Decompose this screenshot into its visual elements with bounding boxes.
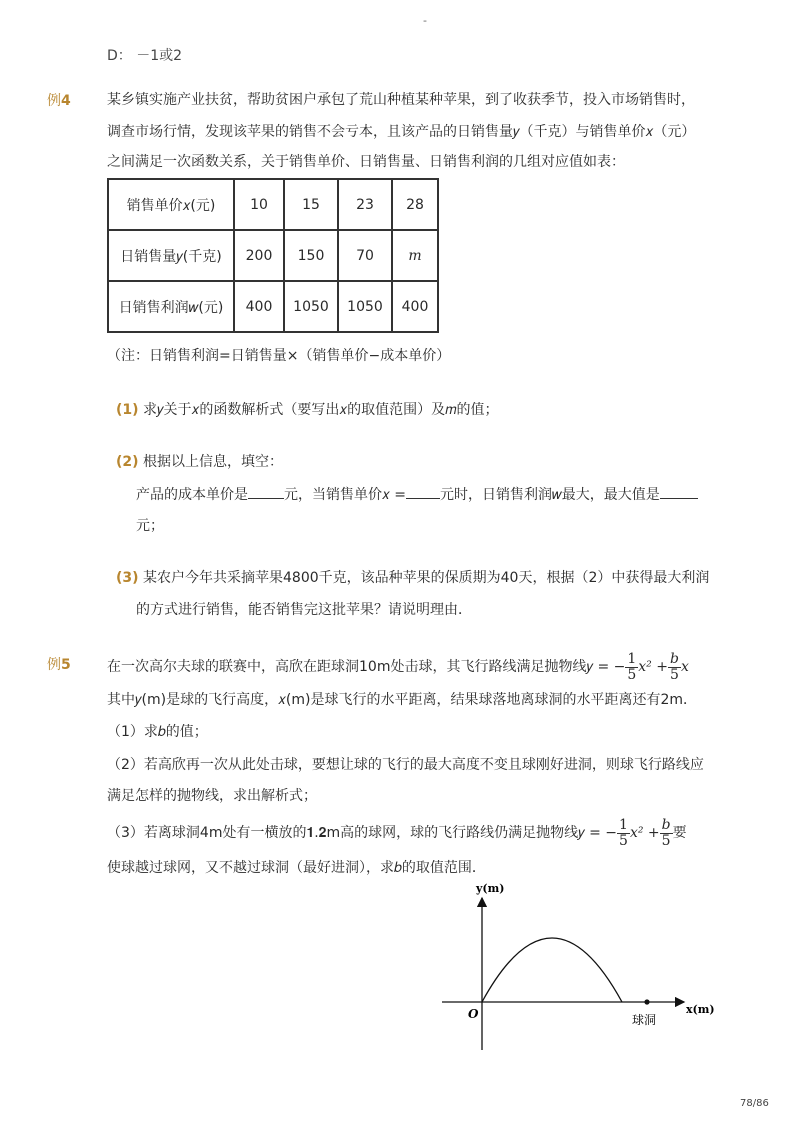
- table-cell: 400: [234, 281, 284, 332]
- hole-point: [644, 999, 649, 1004]
- table-cell: 70: [338, 230, 392, 281]
- question-number: (2): [116, 454, 139, 470]
- table-cell: 150: [284, 230, 338, 281]
- parabola-figure: [430, 878, 730, 1053]
- fraction-one-fifth: [625, 652, 638, 683]
- example-5-tag-prefix: 例: [47, 657, 61, 673]
- question-text: 求𝑦关于𝑥的函数解析式（要写出𝑥的取值范围）及𝑚的值；: [143, 402, 499, 418]
- example-4-question-3: [116, 568, 709, 588]
- example-4-question-1: [116, 400, 499, 420]
- example-4-question-2: [116, 452, 283, 472]
- fraction-numerator: 𝑏: [669, 650, 679, 667]
- fill-text-c: 元时，日销售利润𝑤最大，最大值是: [439, 487, 660, 503]
- example-4-line-1: 某乡镇实施产业扶贫，帮助贫困户承包了荒山种植某种苹果，到了收获季节，投入市场销售时，: [107, 92, 695, 108]
- table-cell: 10: [234, 179, 284, 230]
- prev-option-d: D： －1或2: [107, 48, 183, 64]
- data-table: [107, 178, 439, 333]
- fraction-denominator: 5: [670, 666, 679, 683]
- fraction-numerator: 1: [619, 816, 628, 833]
- fraction-denominator: 5: [619, 832, 628, 849]
- fraction-denominator: 5: [661, 832, 671, 849]
- table-cell: 销售单价𝑥(元): [108, 179, 234, 230]
- page-number: 78/86: [740, 1098, 769, 1109]
- table-cell: 28: [392, 179, 438, 230]
- example-5-question-1: （1）求𝑏的值；: [107, 724, 208, 740]
- example-5-tag: [47, 654, 71, 674]
- example-4-tag-number: 4: [61, 93, 71, 109]
- table-cell: 200: [234, 230, 284, 281]
- fraction-b-fifth: [660, 818, 673, 849]
- example-4-tag-prefix: 例: [47, 93, 61, 109]
- table-cell: 23: [338, 179, 392, 230]
- y-axis-label: y(m): [476, 882, 505, 895]
- example-4-tag: [47, 90, 71, 110]
- fraction-numerator: 𝑏: [661, 816, 671, 833]
- example-5-question-3-line-2: 使球越过球网，又不越过球洞（最好进洞），求𝑏的取值范围．: [107, 860, 486, 876]
- fraction-denominator: 5: [627, 666, 637, 683]
- x-squared-term: 𝑥² +: [629, 825, 660, 841]
- table-cell: 日销售利润𝑤(元): [108, 281, 234, 332]
- example-5-line-2: 其中𝑦(m)是球的飞行高度，𝑥(m)是球飞行的水平距离，结果球落地离球洞的水平距离还有2m．: [107, 692, 698, 708]
- x-term: 𝑥: [680, 659, 689, 675]
- table-row: [108, 230, 438, 281]
- example-5-tag-number: 5: [61, 657, 71, 673]
- x-squared-term: 𝑥² +: [638, 659, 668, 675]
- table-note: （注：日销售利润=日销售量×（销售单价−成本单价）: [107, 348, 451, 364]
- x-axis-label: x(m): [686, 1003, 715, 1016]
- table-cell: 400: [392, 281, 438, 332]
- example-5-line-1: [107, 650, 689, 684]
- line-end-text: 要: [672, 825, 687, 841]
- table-row: [108, 281, 438, 332]
- table-cell: 日销售量𝑦(千克): [108, 230, 234, 281]
- question-text: 根据以上信息，填空：: [143, 454, 283, 470]
- example-5-question-2: （2）若高欣再一次从此处击球，要想让球的飞行的最大高度不变且球刚好进洞，则球飞行路线应: [107, 757, 704, 773]
- example-4-line-2: 调查市场行情，发现该苹果的销售不会亏本，且该产品的日销售量𝑦（千克）与销售单价𝑥（元）: [107, 124, 696, 140]
- fraction-one-fifth: [617, 818, 630, 849]
- question-number: (1): [116, 402, 139, 418]
- table-row: [108, 179, 438, 230]
- ball-trajectory-curve: [482, 938, 622, 1002]
- fill-text-b: 元，当销售单价𝑥 =: [284, 487, 406, 503]
- example-5-question-3: [107, 816, 687, 850]
- top-mark: -: [423, 14, 427, 27]
- fraction-b-fifth: [668, 652, 681, 683]
- answer-blank-price[interactable]: [406, 484, 440, 499]
- table-cell: 1050: [284, 281, 338, 332]
- question-text: 某农户今年共采摘苹果4800千克，该品种苹果的保质期为40天，根据（2）中获得最大利润: [143, 570, 710, 586]
- example-4-line-3: 之间满足一次函数关系，关于销售单价、日销售量、日销售利润的几组对应值如表：: [107, 154, 625, 170]
- answer-blank-cost[interactable]: [248, 484, 284, 499]
- table-cell: 15: [284, 179, 338, 230]
- origin-label: O: [468, 1007, 479, 1021]
- fill-text-a: 产品的成本单价是: [136, 487, 248, 503]
- hole-label: 球洞: [632, 1013, 657, 1027]
- line-text: 在一次高尔夫球的联赛中，高欣在距球洞10m处击球，其飞行路线满足抛物线𝑦 = −: [107, 659, 626, 675]
- table-cell: 𝑚: [392, 230, 438, 281]
- answer-blank-max-profit[interactable]: [660, 484, 698, 499]
- example-4-question-2-fill-line: [136, 484, 698, 505]
- example-4-question-3-line-2: 的方式进行销售，能否销售完这批苹果？请说明理由．: [136, 602, 472, 618]
- table-cell: 1050: [338, 281, 392, 332]
- line-text: （3）若离球洞4m处有一横放的𝟏.𝟐m高的球网，球的飞行路线仍满足抛物线𝑦 = −: [107, 825, 618, 841]
- question-number: (3): [116, 570, 139, 586]
- example-4-question-2-fill-end: 元；: [136, 518, 164, 534]
- fraction-numerator: 1: [627, 650, 637, 667]
- example-5-question-2-line-2: 满足怎样的抛物线，求出解析式；: [107, 788, 317, 804]
